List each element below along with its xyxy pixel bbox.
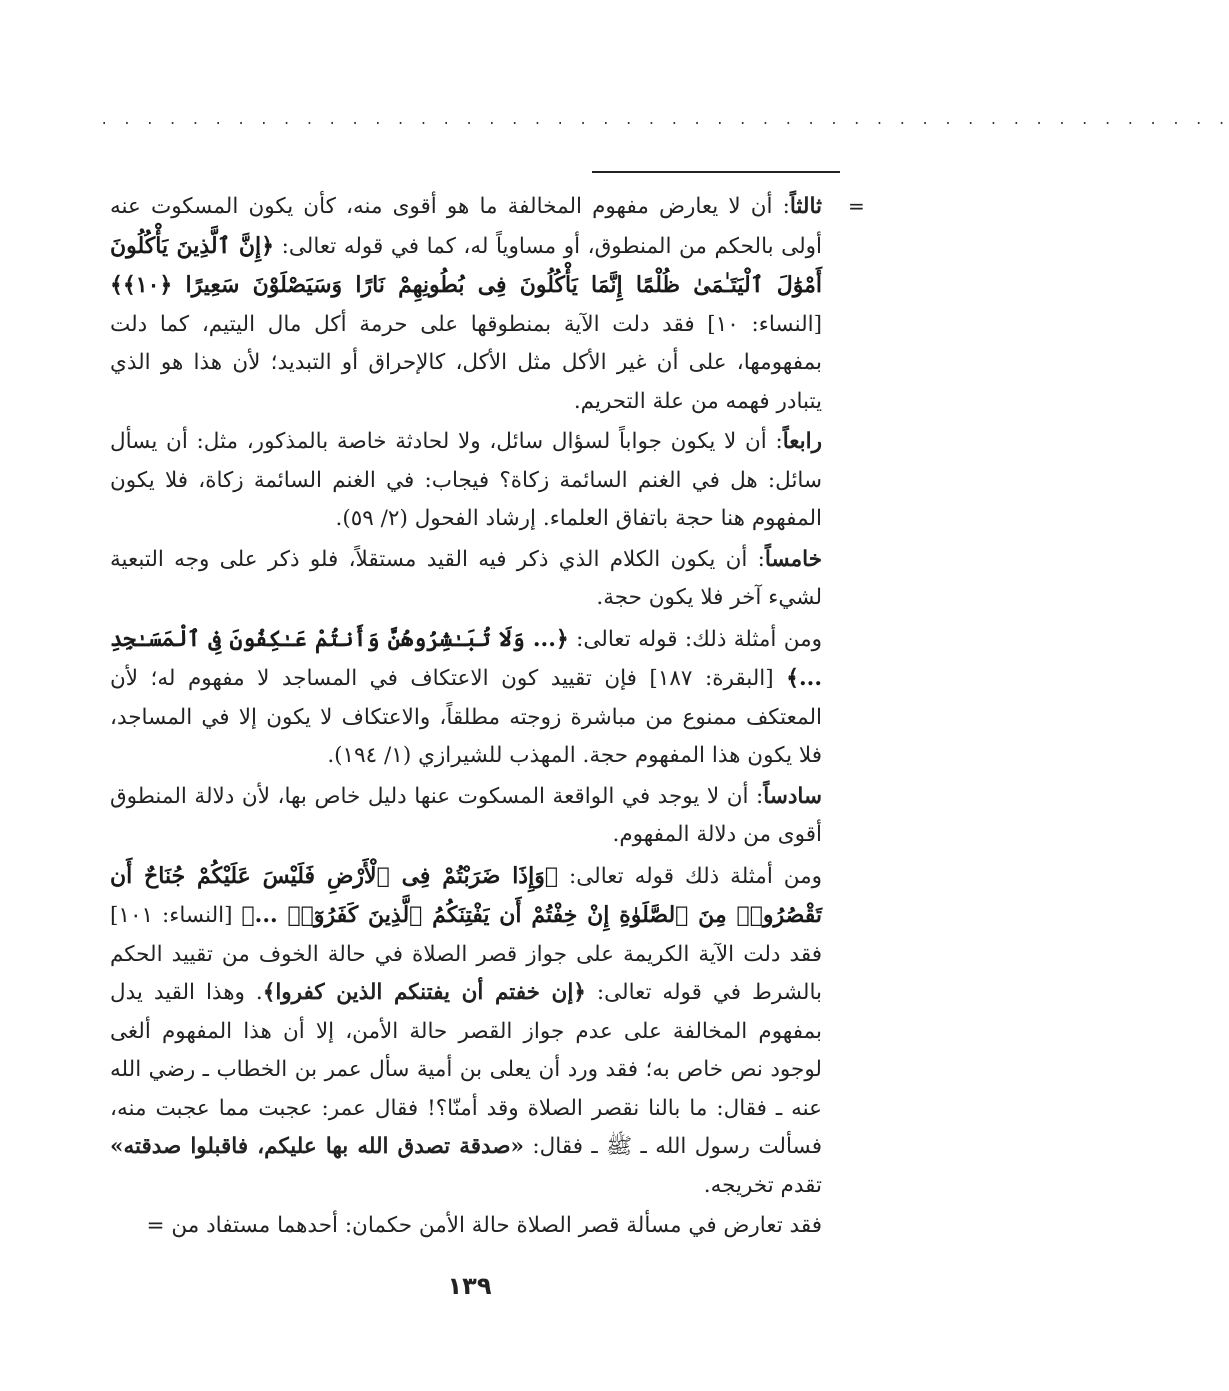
quran-verse-nisa-10: ﴿إِنَّ ٱلَّذِينَ يَأْكُلُونَ أَمْوَٰلَ ٱلْيَتَـٰمَىٰ ظُلْمًا إِنَّمَا يَأْكُلُونَ فِى بُطُونِهِمْ نَارًا وَسَيَصْلَوْنَ سَعِيرًا ﴿١٠﴾﴾ [110,232,822,298]
third-text-2: [النساء: ١٠] فقد دلت الآية بمنطوقها على حرمة أكل مال اليتيم، كما دلت بمفهومها، على أن غير الأكل مثل الأكل، كالإحراق أو التبديد؛ لأن هذا هو الذي يتبادر فهمه من علة التحريم. [110,311,822,414]
label-sixth: سادساً [763,783,822,809]
sixth-text: : أن لا يوجد في الواقعة المسكوت عنها دليل خاص بها، لأن دلالة المنطوق أقوى من دلالة المفهوم. [110,783,822,847]
third-text-1: : أن لا يعارض مفهوم المخالفة ما هو أقوى منه، كأن يكون المسكوت عنه أولى بالحكم من المنطوق، أو مساوياً له، كما في قوله تعالى: [110,194,822,259]
paragraph-fifth-example [110,620,822,776]
continuation-mark: = [146,1213,165,1238]
sixth-example-intro: ومن أمثلة ذلك قوله تعالى: [558,863,822,889]
paragraph-final [110,1207,822,1246]
sixth-example-text-2: . وهذا القيد يدل بمفهوم المخالفة على عدم جواز القصر حالة الأمن، إلا أن هذا المفهوم ألغى لوجود نص خاص به؛ فقد ورد أن يعلى بن أمية سأل عمر بن الخطاب ـ رضي الله عنه ـ فقال: ما بالنا نقصر الصلاة وقد أمنّا؟! فقال عمر: عجبت مما عجبت منه، فسألت رسول الله ـ ﷺ ـ فقال: [110,980,822,1159]
margin-continuation-mark: = [848,194,865,218]
label-fourth: رابعاً [782,429,822,454]
quran-verse-baqarah-187: ﴿... وَلَا تُبَـٰشِرُوهُنَّ وَأَنتُمْ عَـٰكِفُونَ فِى ٱلْمَسَـٰجِدِ ...﴾ [110,625,822,691]
header-dotted-line: · · · · · · · · · · · · · · · · · · · · · · · · · · · · · · · · · · · · · · · · · · · · · · · · · · [100,116,1229,132]
hadith-quote: «صدقة تصدق الله بها عليكم، فاقبلوا صدقته» [110,1134,524,1159]
fifth-text: : أن يكون الكلام الذي ذكر فيه القيد مستقلاً، فلو ذكر على وجه التبعية لشيء آخر فلا يكون حجة. [110,546,822,610]
sixth-example-text-1: [النساء: ١٠١] فقد دلت الآية الكريمة على جواز قصر الصلاة في حالة الخوف من تقييد الحكم بالشرط في قوله تعالى: [110,903,822,1005]
paragraph-sixth-example [110,857,822,1206]
final-text: فقد تعارض في مسألة قصر الصلاة حالة الأمن حكمان: أحدهما مستفاد من [171,1213,822,1238]
label-third: ثالثاً [789,194,822,219]
quran-verse-nisa-101: ﴿وَإِذَا ضَرَبْتُمْ فِى ٱلْأَرْضِ فَلَيْسَ عَلَيْكُمْ جُنَاحٌ أَن تَقْصُرُوا۟ مِنَ ٱلصَّلَوٰةِ إِنْ خِفْتُمْ أَن يَفْتِنَكُمُ ٱلَّذِينَ كَفَرُوٓا۟ ...﴾ [110,862,822,928]
paragraph-fifth-condition [110,541,822,618]
fifth-example-text: [البقرة: ١٨٧] فإن تقييد كون الاعتكاف في المساجد لا مفهوم له؛ لأن المعتكف ممنوع من مباشرة زوجته مطلقاً، والاعتكاف لا يكون إلا في المساجد، فلا يكون هذا المفهوم حجة. المهذب للشيرازي (١/ ١٩٤). [110,666,822,768]
sixth-example-text-3: تقدم تخريجه. [703,1172,822,1198]
footnote-body [110,188,822,1248]
fifth-example-intro: ومن أمثلة ذلك: قوله تعالى: [568,626,822,652]
paragraph-sixth-condition [110,778,822,855]
condition-quote: ﴿إن خفتم أن يفتنكم الذين كفروا﴾ [262,980,586,1005]
label-fifth: خامساً [764,546,822,572]
paragraph-third-condition [110,188,822,421]
fourth-text: : أن لا يكون جواباً لسؤال سائل، ولا لحادثة خاصة بالمذكور، مثل: أن يسأل سائل: هل في الغنم السائمة زكاة؟ فيجاب: في الغنم السائمة زكاة، فلا يكون المفهوم هنا حجة باتفاق العلماء. إرشاد الفحول (٢/ ٥٩). [110,429,822,531]
footnote-separator [592,171,840,173]
page-number: ١٣٩ [447,1272,492,1300]
paragraph-fourth-condition [110,423,822,539]
